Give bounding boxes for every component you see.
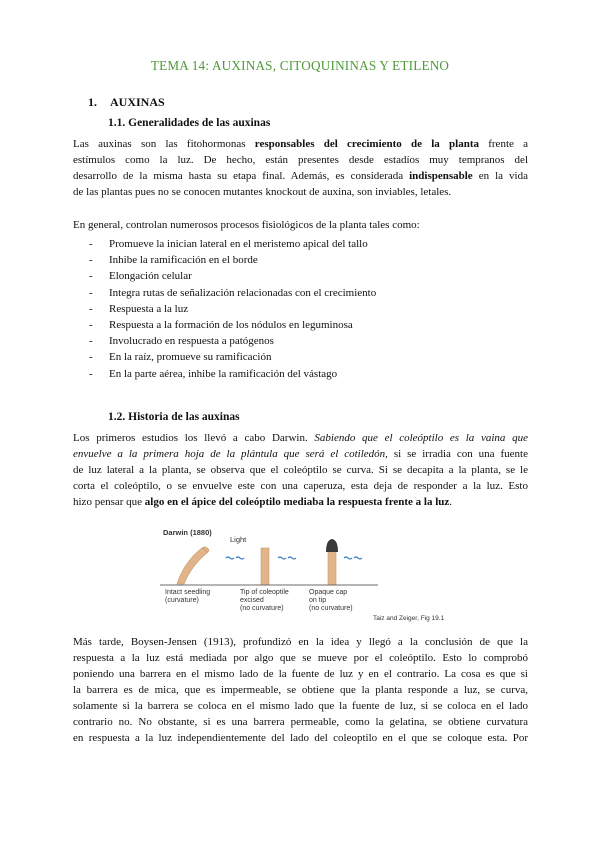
bullet-text: En la raíz, promueve su ramificación bbox=[109, 351, 272, 364]
bullet-text: Respuesta a la formación de los nódulos en leguminosa bbox=[109, 319, 353, 332]
text-run: Los primeros estudios los llevó a cabo Darwin. bbox=[73, 432, 315, 444]
light-waves-3 bbox=[344, 557, 362, 559]
bullet-text: En la parte aérea, inhibe la ramificación del vástago bbox=[109, 367, 338, 380]
opaque-cap bbox=[326, 539, 338, 552]
bullet-text: Inhibe la ramificación en el borde bbox=[109, 254, 258, 267]
paragraph-generalidades bbox=[73, 136, 528, 200]
caption-cap-line2: on tip bbox=[309, 597, 327, 604]
paragraph-line: poniendo una barrera en el mismo lado de la fuente de luz y en el contrario. La cosa es que si bbox=[73, 668, 528, 680]
text-run: en la vida bbox=[472, 170, 528, 182]
bullet-dash: - bbox=[89, 286, 93, 299]
paragraph-line: Más tarde, Boysen-Jensen (1913), profundizó en la idea y llegó a la conclusión de que la bbox=[73, 636, 528, 648]
bullet-list bbox=[89, 236, 376, 382]
bold-text: responsables del crecimiento de la planta bbox=[254, 138, 479, 150]
figure-credit: Taiz and Zeiger, Fig 19.1 bbox=[373, 615, 445, 622]
paragraph-line: En general, controlan numerosos procesos fisiológicos de la planta tales como: bbox=[73, 219, 420, 231]
text-run: Las auxinas son las fitohormonas bbox=[73, 138, 255, 150]
bullet-item bbox=[89, 349, 376, 365]
darwin-experiment-illustration bbox=[160, 524, 460, 624]
document-title: TEMA 14: AUXINAS, CITOQUININAS Y ETILENO bbox=[150, 58, 450, 73]
bullet-item bbox=[89, 317, 376, 333]
paragraph-line bbox=[73, 494, 528, 510]
paragraph-line: contrario no. No obstante, si es una barrera permeable, como la gelatina, se obtiene curvatura bbox=[73, 716, 528, 728]
light-waves-1 bbox=[226, 557, 244, 559]
paragraph-line: solamente si la barrera se coloca en el mismo lado que la fuente de luz, si se coloca en el lado bbox=[73, 700, 528, 712]
text-run: hizo pensar que bbox=[73, 496, 145, 508]
bullet-dash: - bbox=[89, 351, 93, 364]
paragraph-line bbox=[73, 446, 528, 462]
bullet-dash: - bbox=[89, 335, 93, 348]
figure-title: Darwin (1880) bbox=[163, 528, 212, 537]
bullet-text: Promueve la inician lateral en el meristemo apical del tallo bbox=[109, 238, 368, 250]
italic-text: Sabiendo que el coleóptilo es la vaina que bbox=[314, 432, 528, 444]
paragraph-line: respuesta a la luz está mediada por algo que se mueve por el coleóptilo. Esto lo comprobó bbox=[73, 652, 528, 664]
bold-text: algo en el ápice del coleóptilo mediaba la respuesta frente a la luz bbox=[144, 496, 450, 508]
caption-cap-line3: (no curvature) bbox=[309, 605, 353, 612]
bold-text: indispensable bbox=[409, 170, 473, 182]
capped-coleoptile bbox=[328, 550, 336, 585]
bullet-dash: - bbox=[89, 238, 93, 250]
caption-cap-line1: Opaque cap bbox=[309, 589, 348, 596]
caption-tip-line2: excised bbox=[240, 597, 264, 604]
text-run: . bbox=[449, 496, 453, 508]
text-run: frente a bbox=[479, 138, 528, 150]
text-run: si se irradia con una fuente bbox=[387, 448, 528, 460]
bullet-item bbox=[89, 333, 376, 349]
light-label: Light bbox=[230, 535, 247, 544]
bullet-text: Respuesta a la luz bbox=[109, 302, 189, 315]
section-heading-auxinas bbox=[88, 95, 165, 110]
paragraph-line: estímulos como la luz. De hecho, están presentes desde estadíos muy tempranos del bbox=[73, 154, 528, 166]
caption-tip-line1: Tip of coleoptile bbox=[240, 589, 289, 596]
subsection-heading-historia: 1.2. Historia de las auxinas bbox=[108, 411, 240, 423]
bullet-text: Elongación celular bbox=[109, 270, 192, 283]
bullet-text: Involucrado en respuesta a patógenos bbox=[109, 335, 274, 348]
bullet-item bbox=[89, 268, 376, 284]
light-waves-2 bbox=[278, 557, 296, 559]
bullet-item bbox=[89, 236, 376, 252]
text-run: desarrollo de la misma hasta su etapa final. Además, es considerada bbox=[73, 170, 410, 182]
caption-intact-line1: Intact seedling bbox=[165, 589, 211, 596]
paragraph-line: la barrera es de mica, que es impermeable, se obtiene que la planta responde a luz, se curva, bbox=[73, 684, 528, 696]
paragraph-line: corta el coleóptilo, o se envuelve este con una caperuza, esta deja de responder a la luz. Esto bbox=[73, 480, 528, 492]
bullet-item bbox=[89, 366, 376, 382]
decapitated-coleoptile bbox=[261, 548, 269, 585]
paragraph-line: de las plantas pues no se conocen mutantes knockout de auxina, son inviables, letales. bbox=[73, 186, 452, 198]
paragraph-line bbox=[73, 168, 528, 184]
section-number: 1. bbox=[88, 95, 97, 109]
caption-tip-line3: (no curvature) bbox=[240, 605, 284, 612]
section-title: AUXINAS bbox=[110, 95, 165, 109]
italic-text: envuelve a la primera hoja de la plántula que será el cotiledón, bbox=[73, 448, 388, 460]
bullet-text: Integra rutas de señalización relacionadas con el crecimiento bbox=[109, 286, 377, 299]
bullet-dash: - bbox=[89, 254, 93, 267]
paragraph-intro-list bbox=[73, 217, 528, 233]
bullet-dash: - bbox=[89, 270, 93, 283]
subsection-heading-generalidades: 1.1. Generalidades de las auxinas bbox=[108, 117, 271, 129]
paragraph-line bbox=[73, 430, 528, 446]
darwin-figure bbox=[160, 524, 460, 624]
paragraph-line: en respuesta a la luz independientemente del lado del coleoptilo en el que se coloque esta. Por bbox=[73, 732, 528, 744]
paragraph-historia bbox=[73, 430, 528, 510]
bullet-item bbox=[89, 252, 376, 268]
bullet-dash: - bbox=[89, 367, 93, 380]
bullet-dash: - bbox=[89, 319, 93, 332]
bullet-item bbox=[89, 301, 376, 317]
bullet-item bbox=[89, 285, 376, 301]
paragraph-line bbox=[73, 136, 528, 152]
caption-intact-line2: (curvature) bbox=[165, 597, 199, 604]
bullet-dash: - bbox=[89, 302, 93, 315]
intact-seedling-shape bbox=[177, 548, 208, 584]
paragraph-boysen-jensen bbox=[73, 634, 528, 746]
paragraph-line: de luz lateral a la planta, se observa que el coleóptilo se curva. Si se decapita a la planta, se le bbox=[73, 464, 528, 476]
